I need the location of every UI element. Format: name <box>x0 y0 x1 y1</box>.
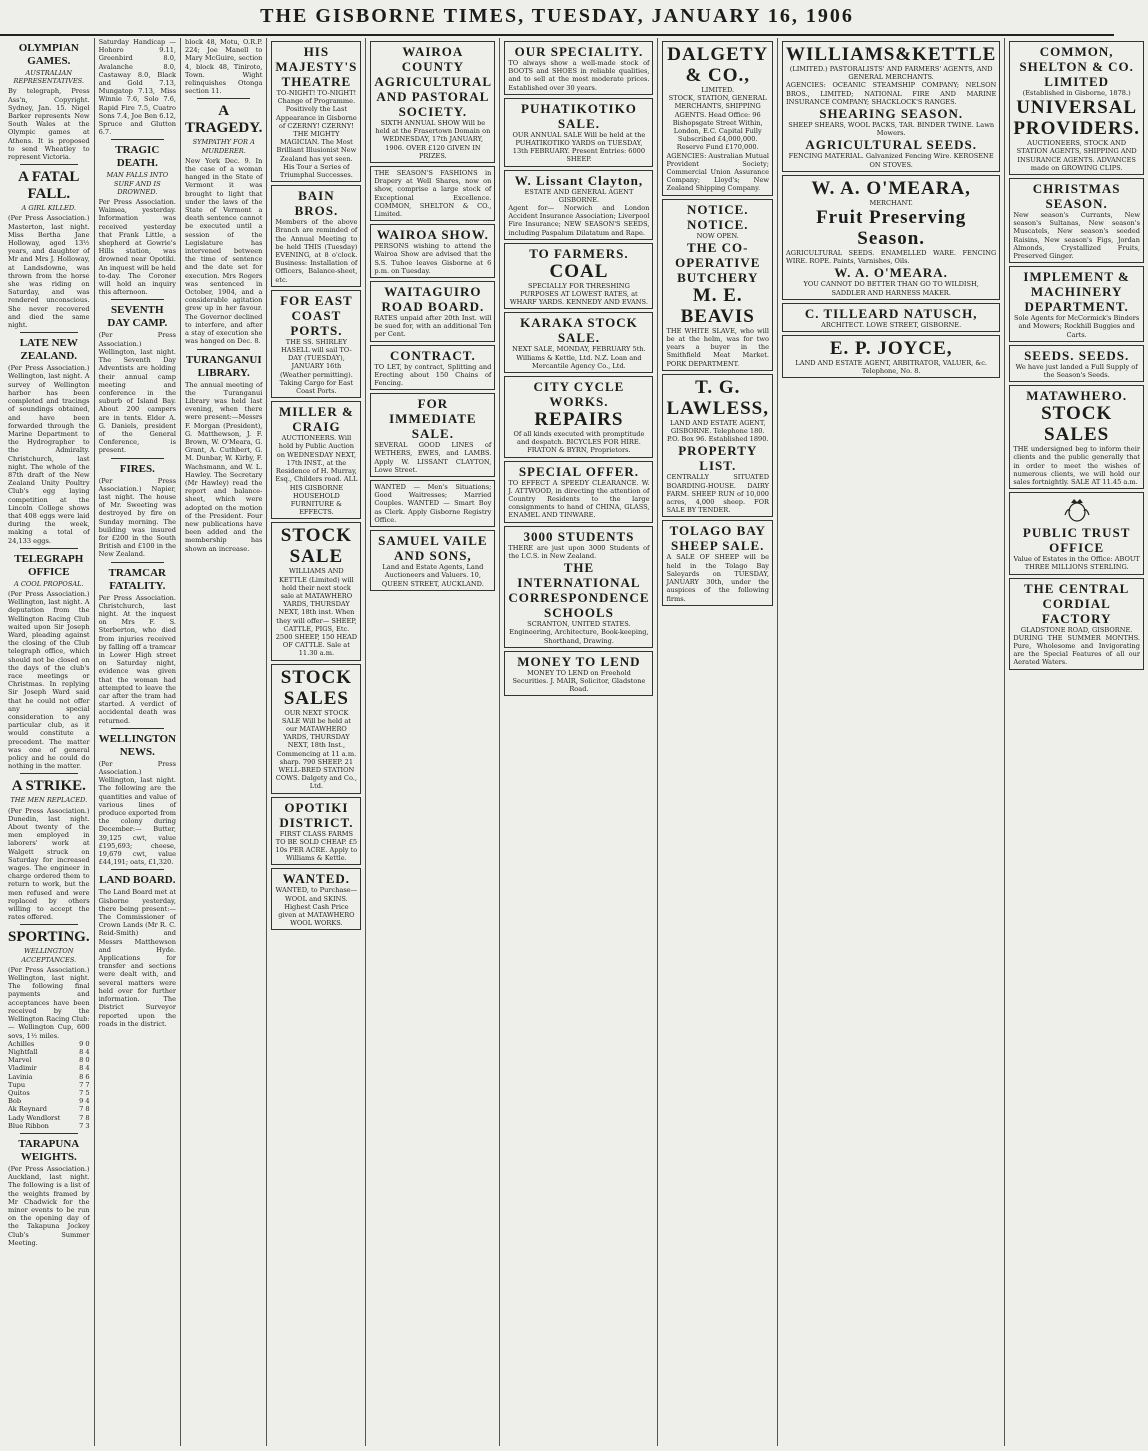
ad-title: THE CENTRAL CORDIAL FACTORY <box>1024 580 1130 626</box>
headline-fatal-fall: A FATAL FALL. <box>18 169 80 203</box>
ad-body: MONEY TO LEND on Freehold Securities. J. MAIR, Solicitor, Gladstone Road. <box>512 668 646 694</box>
ad-natusch <box>782 303 1000 332</box>
ad-body: Agent for— Norwich and London Accident Insurance Association; Liverpool Fire Insurance; NEW SEASON'S SEEDS, including Paspalum Dilatatum and Rape. <box>508 204 650 237</box>
subhead: A GIRL KILLED. <box>21 204 76 213</box>
ad-body: TO LET, by contract, Splitting and Erecting about 150 Chains of Fencing. <box>374 362 492 388</box>
ad-title: PROPERTY LIST. <box>678 443 758 474</box>
ad-title: MILLER & CRAIG <box>278 404 354 435</box>
headline-a-tragedy: A TRAGEDY. <box>185 103 263 137</box>
ad-title: SAMUEL VAILE AND SONS, <box>378 533 488 564</box>
subhead: A COOL PROPOSAL. <box>13 579 84 588</box>
column-2 <box>95 38 181 1446</box>
ad-body: OUR ANNUAL SALE Will be held at the PUHATIKOTIKO YARDS on TUESDAY, 13th FEBRUARY. Present Entries: 6000 SHEEP. <box>512 130 646 164</box>
ad-highlight: REPAIRS <box>534 409 624 431</box>
ad-body: Land and Estate Agents, Land Auctioneers and Valuers. 10, QUEEN STREET, AUCKLAND. <box>381 563 484 588</box>
ad-notice <box>662 199 773 371</box>
headline-tramcar-fatality: TRAMCAR FATALITY. <box>108 566 167 592</box>
article-body: The annual meeting of the Turanganui Library was held last evening, when there were present:—Messrs F. Morgan (President), G. Matthewson, J. F. Brown, W. O'Meara, G. Grant, A. Cuthbert, G. M. Dunbar, W. Kirby, F. Wachsmann, and W. L. Hawley. The Secretary (Mr Hawley) read the report and balance-sheet, which were adopted on the motion of the President. Four new publications have been added and the membership has shown an increase. <box>185 380 263 553</box>
ad-our-speciality <box>504 41 653 95</box>
result-row: Achilles 9 0 <box>8 1039 90 1048</box>
ad-title: WANTED. <box>282 871 351 887</box>
ad-body: THE WHITE SLAVE, who will be at the helm, was for two years a buyer in the Smithfield Meat Market. PORK DEPARTMENT. <box>666 326 769 368</box>
result-row: Vladimir 8 4 <box>8 1064 90 1073</box>
ad-contract <box>370 345 495 391</box>
ad-body: FIRST CLASS FARMS TO BE SOLD CHEAP. £5 10s PER ACRE. Apply to Williams & Kettle. <box>275 829 358 863</box>
ad-immediate-sale <box>370 393 495 477</box>
ad-body: THERE are just upon 3000 Students of the I.C.S. in New Zealand. <box>508 543 650 560</box>
article-body: Per Press Association. Christchurch, last night. At the inquest on Mrs F. S. Sterberton, who died from injuries received by falling off a tramcar in Lower High street on Saturday night, evidence was given that the woman had attempted to leave the car after the tram had started. A verdict of accidental death was returned. <box>98 593 177 725</box>
ad-lawless <box>662 374 773 518</box>
ad-tolago-bay <box>662 520 773 605</box>
result-row: Bob 9 4 <box>8 1097 90 1106</box>
ad-body: TO EFFECT A SPEEDY CLEARANCE. W. J. ATTWOOD, in directing the attention of Country Residents to the large consignments to hand of CHINA, GLASS, ENAMEL AND TINWARE. <box>508 478 650 520</box>
ad-title: HIS MAJESTY'S THEATRE <box>275 44 358 89</box>
ad-title: CONTRACT. <box>390 347 476 363</box>
article-body: (Per Press Association.) Wellington, last night. The following final payments and acceptances have been received by the Wellington Racing Club:— Wellington Cup, 600 sovs, 1½ miles. <box>8 965 90 1040</box>
ad-title: COMMON, SHELTON & CO. LIMITED <box>1019 44 1134 89</box>
column-8 <box>778 38 1005 1446</box>
ad-opotiki-district <box>271 797 361 866</box>
ad-title: OPOTIKI DISTRICT. <box>279 799 354 830</box>
ad-body: AUCTIONEERS, STOCK AND STATION AGENTS, SHIPPING AND INSURANCE AGENTS. ADVANCES made on GROWING CLIPS. <box>1016 139 1137 172</box>
headline-land-board: LAND BOARD. <box>99 874 176 887</box>
ad-common-shelton <box>1009 41 1144 175</box>
ad-highlight: Fruit Preserving Season. <box>816 207 967 250</box>
headline-fires: FIRES. <box>119 462 155 475</box>
ad-body: Value of Estates in the Office: ABOUT THREE MILLIONS STERLING. <box>1013 555 1140 572</box>
ad-title: CHRISTMAS SEASON. <box>1032 181 1121 212</box>
ad-title: THE INTERNATIONAL CORRESPONDENCE SCHOOLS <box>508 560 650 621</box>
ad-body: AUCTIONEERS. Will hold by Public Auction on WEDNESDAY NEXT, 17th INST., at the Residence of H. Murray, Esq., Childers road. ALL HIS GISBORNE HOUSEHOLD FURNITURE & EFFECTS. <box>275 434 358 517</box>
ad-christmas-season <box>1009 178 1144 263</box>
ad-title: WAIROA SHOW. <box>376 227 489 243</box>
article-body: (Per Press Association.) Wellington, last night. The following are the quantities and value of various lines of produce exported from the colony during December:— Butter, 39,125 cwt, value £195,693; cheese, 19,679 cwt, value £44,191; oats, £1,320. <box>98 759 177 867</box>
ad-body: SPECIALLY FOR THRESHING PURPOSES AT LOWEST RATES, at WHARF YARDS. KENNEDY AND EVANS. <box>509 281 648 307</box>
divider <box>111 458 164 459</box>
subhead: WELLINGTON ACCEPTANCES. <box>21 947 77 964</box>
ad-body: LAND AND ESTATE AGENT, GISBORNE. Telephone 180. P.O. Box 96. Established 1890. <box>666 418 769 444</box>
result-row: Lavinia 8 6 <box>8 1072 90 1081</box>
ad-body: WANTED — Men's Situations; Good Waitresses; Married Couples. WANTED — Smart Boy as Clerk. Apply Gisborne Registry Office. <box>374 483 492 524</box>
headline-takapuna-weights: TARAPUNA WEIGHTS. <box>18 1137 80 1163</box>
ad-title: SPECIAL OFFER. <box>518 463 640 479</box>
ad-subtitle: NOW OPEN. <box>696 231 739 240</box>
headline-turanganui-library: TURANGANUI LIBRARY. <box>185 353 262 379</box>
ad-title: FOR EAST COAST PORTS. <box>280 292 353 338</box>
ad-body: PERSONS wishing to attend the Wairoa Show are advised that the S.S. Tuhoe leaves Gisborne at 6 p.m. on Tuesday. <box>374 242 492 275</box>
ad-joyce <box>782 335 1000 378</box>
result-row: Tupu 7 7 <box>8 1080 90 1089</box>
ad-body: New season's Currants, New season's Sultanas, New season's Muscatels, New season's seeded Raisins, New season's Figs, Jordan Almonds, Crystallized Fruits, Preserved Ginger. <box>1013 211 1140 261</box>
ad-title: BAIN BROS. <box>294 188 339 219</box>
ad-stock-sale <box>271 522 361 660</box>
column-7 <box>658 38 778 1446</box>
subhead: THE MEN REPLACED. <box>10 796 88 805</box>
ad-body: SCRANTON, UNITED STATES. Engineering, Architecture, Book-keeping, Shorthand, Drawing. <box>509 620 649 645</box>
ad-special-offer <box>504 461 653 523</box>
ad-body: FENCING MATERIAL. Galvanized Fencing Wire. KEROSENE ON STOVES. <box>788 152 994 169</box>
ad-road-board <box>370 281 495 342</box>
divider <box>20 548 78 549</box>
ad-body: SHEEP SHEARS, WOOL PACKS, TAR. BINDER TWINE. Lawn Mowers. <box>788 121 995 138</box>
column-6 <box>500 38 658 1446</box>
ad-title: FOR IMMEDIATE SALE. <box>389 396 477 442</box>
newspaper-columns <box>4 38 1140 1446</box>
ad-title: TOLAGO BAY SHEEP SALE. <box>669 523 766 554</box>
article-body: (Per Press Association.) Dunedin, last night. About twenty of the men employed in laborers' work at Walgett struck on Saturday for increased wages. The engineer in charge ordered them to return to work, but the men refused and were replaced by others willing to accept the rates offered. <box>8 806 90 922</box>
ad-to-farmers <box>504 243 653 310</box>
ad-subtitle: TO-NIGHT! TO-NIGHT! <box>276 89 357 97</box>
ad-body: CENTRALLY SITUATED BOARDING-HOUSE. DAIRY FARM. SHEEP RUN of 10,000 acres, 4,000 sheep. FOR SALE BY TENDER. <box>666 473 769 515</box>
article-body: (Per Press Association.) Wellington, last night. The Seventh Day Adventists are holding their annual camp meeting and conference in the suburb of Island Bay. About 200 campers are in tents. Elder A. G. Daniels, president of the General Conference, is present. <box>98 331 177 455</box>
ad-body: YOU CANNOT DO BETTER THAN GO TO WILDISH, SADDLER AND HARNESS MAKER. <box>803 280 979 297</box>
ad-title: WAITAGUIRO ROAD BOARD. <box>381 284 485 315</box>
ad-subtitle: MERCHANT. <box>869 198 913 207</box>
article-body: The Land Board met at Gisborne yesterday, there being present:—The Commissioner of Crown Lands (Mr R. C. Reid-Smith) and Messrs Matthewson and Hyde. Applications for transfer and sections were dealt with, and several matters were held over for further information. The District Surveyor reported upon the roads in the district. <box>98 888 177 1028</box>
column-3 <box>181 38 267 1446</box>
divider <box>197 98 250 99</box>
ad-dalgety <box>662 41 773 196</box>
divider <box>20 773 78 774</box>
ad-title: NOTICE. NOTICE. <box>686 201 749 232</box>
ad-body: THE undersigned beg to inform their clients and the public generally that in order to meet the wishes of numerous clients, we will hold our sales fortnightly. SALE AT 11.45 a.m. <box>1013 445 1140 487</box>
royal-crest-icon <box>1013 497 1140 523</box>
ad-agencies: AGENCIES: Australian Mutual Provident Society; Commercial Union Assurance Company; Lloyd's; New Zealand Shipping Company. <box>666 151 769 193</box>
ad-title: C. TILLEARD NATUSCH, <box>804 305 978 321</box>
ad-highlight: M. E. BEAVIS <box>680 284 755 327</box>
column-9 <box>1005 38 1148 1446</box>
subhead: MAN FALLS INTO SURF AND IS DROWNED. <box>106 171 169 196</box>
ad-money-to-lend <box>504 651 653 697</box>
divider <box>111 728 164 729</box>
ad-title: STOCK SALES <box>280 666 352 709</box>
result-row: Ak Reynard 7 8 <box>8 1105 90 1114</box>
ad-title: WAIROA COUNTY AGRICULTURAL AND PASTORAL SOCIETY. <box>374 44 493 119</box>
divider <box>197 349 250 350</box>
ad-title: W. Lissant Clayton, <box>514 172 644 188</box>
headline-sporting: SPORTING. <box>8 929 90 946</box>
race-results-list <box>8 1040 90 1130</box>
ad-samuel-vaile <box>370 530 495 591</box>
ad-body: TO always show a well-made stock of BOOTS and SHOES in reliable qualities, and to sell at the most moderate prices. Established over 30 years. <box>508 59 650 92</box>
crest-icon <box>1062 497 1092 523</box>
divider <box>111 299 164 300</box>
ad-title: W. A. O'MEARA. <box>834 265 948 281</box>
ad-wairoa-society <box>370 41 495 163</box>
divider <box>20 924 78 925</box>
ad-omeara <box>782 175 1000 300</box>
ad-title: WILLIAMS&KETTLE <box>786 44 997 65</box>
divider <box>20 164 78 165</box>
column-5 <box>366 38 500 1446</box>
divider <box>111 562 164 563</box>
ad-miller-craig <box>271 401 361 519</box>
result-row: Quitos 7 5 <box>8 1088 90 1097</box>
ad-title: TO FARMERS. <box>529 245 629 261</box>
ad-3000-students <box>504 526 653 648</box>
ad-body: Change of Programme. Positively the Last Appearance in Gisborne of CZERNY! CZERNY! THE MIGHTY MAGICIAN. The Most Brilliant Illusionist New Zealand has yet seen. His Tour a Series of Triumphal Successes. <box>276 97 357 180</box>
divider <box>111 869 164 870</box>
ad-seeds <box>1009 345 1144 382</box>
ad-theatre <box>271 41 361 182</box>
ad-body: LAND AND ESTATE AGENT, ARBITRATOR, VALUER, &c. Telephone, No. 8. <box>795 359 988 376</box>
ad-body: THE SEASON'S FASHIONS in Drapery at Well Shares, now on show, comprise a large stock of Exceptional Excellence. COMMON, SHELTON & CO., Limited. <box>374 169 492 219</box>
ad-subtitle: (Established in Gisborne, 1878.) <box>1022 89 1131 97</box>
ad-body: RATES unpaid after 20th Inst. will be sued for, with an additional Ten per Cent. <box>374 314 492 339</box>
ad-title: W. A. O'MEARA, <box>811 177 971 199</box>
article-body: block 48, Motu, O.R.P. 224; Joe Manell to Mary McGuire, section 4, block 48, Tiniroto, Town. Wight relinquishes Otonga section 11. <box>185 38 263 96</box>
article-body: (Per Press Association.) Wellington, last night. A deputation from the Wellington Racing Club waited upon Sir Joseph Ward, pleading against the closing of the Club telegraph office, which should not be closed on the days of the club's race meetings or Christmas. In replying Sir Joseph Ward said that he could not offer any special consideration to any particular club, as it would constitute a precedent. The matter was one of general policy and he could do nothing in the matter. <box>8 589 90 771</box>
ad-highlight: STOCK SALES <box>1041 403 1113 446</box>
ad-subtitle: (LIMITED.) PASTORALISTS' AND FARMERS' AGENTS, AND GENERAL MERCHANTS. <box>789 65 993 82</box>
ad-title: MATAWHERO. <box>1026 388 1128 404</box>
ad-east-coast-ports <box>271 290 361 398</box>
ad-body: AGENCIES: OCEANIC STEAMSHIP COMPANY; NELSON BROS., LIMITED; NATIONAL FIRE AND MARINE INSURANCE COMPANY; SHACKLOCK'S RANGES. <box>786 81 997 106</box>
ad-title: DALGETY & CO., <box>667 44 769 86</box>
ad-season-fashions <box>370 166 495 221</box>
subhead: SYMPATHY FOR A MURDERER. <box>192 138 255 155</box>
ad-title: T. G. LAWLESS, <box>666 376 770 419</box>
headline-strike: A STRIKE. <box>11 778 86 795</box>
result-row: Lady Wendlorst 7 8 <box>8 1113 90 1122</box>
ad-title: OUR SPECIALITY. <box>514 44 644 59</box>
headline-tragic-death: TRAGIC DEATH. <box>115 144 160 170</box>
ad-implement-machinery <box>1009 266 1144 342</box>
ad-body: AGRICULTURAL SEEDS. ENAMELLED WARE. FENCING WIRE. ROPE. Paints, Varnishes, Oils. <box>786 249 997 266</box>
ad-city-cycle-works <box>504 376 653 458</box>
ad-body: OUR NEXT STOCK SALE Will be held at our MATAWHERO YARDS, THURSDAY NEXT, 18th Inst., Commencing at 11 a.m. sharp. 790 SHEEP. 21 WELL-BRED STATION COWS. Dalgety and Co., Ltd. <box>275 708 357 791</box>
headline-olympian-games: OLYMPIAN GAMES. <box>18 42 79 67</box>
ad-title: SHEARING SEASON. <box>819 106 964 122</box>
ad-subtitle: ESTATE AND GENERAL AGENT GISBORNE. <box>524 187 634 204</box>
article-body: Saturday Handicap — Hohoro 9.11, Greenbird 8.0, Avalanche 8.0, Castaway 8.0, Black and Gold 7.13, Mungatop 7.13, Miss Winnie 7.6, Solo 7.6, Rapid Fire 7.5, Cuatro Sons 7.4, Joe Ben 6.12, Spruce and Glutton 6.7. <box>98 38 177 137</box>
ad-body: Sole Agents for McCormick's Binders and Mowers; Rockhill Buggies and Carts. <box>1013 314 1140 339</box>
ad-wanted <box>271 868 361 930</box>
ad-highlight: UNIVERSAL PROVIDERS. <box>1013 97 1140 140</box>
ad-title: AGRICULTURAL SEEDS. <box>805 137 977 153</box>
ad-puhatikotiko-sale <box>504 98 653 167</box>
headline-telegraph-office: TELEGRAPH OFFICE <box>14 552 84 578</box>
ad-title: 3000 STUDENTS <box>523 528 635 544</box>
ad-williams-kettle <box>782 41 1000 172</box>
ad-wairoa-show <box>370 224 495 278</box>
ad-title: SEEDS. SEEDS. <box>1024 347 1130 363</box>
article-body: (Per Press Association.) Napier, last night. The house of Mr. Sweeting was destroyed by fire on Sunday morning. The building was insured for £200 in the South British and £100 in the New Zealand. <box>98 476 177 559</box>
ad-title: PUBLIC TRUST OFFICE <box>1022 525 1131 556</box>
subhead: AUSTRALIAN REPRESENTATIVES. <box>13 69 85 86</box>
ad-body: DURING THE SUMMER MONTHS. Pure, Wholesome and Invigorating are the Special Features of all our Aerated Waters. <box>1013 633 1140 667</box>
divider <box>20 332 78 333</box>
newspaper-title: THE GISBORNE TIMES, TUESDAY, JANUARY 16, 1906 <box>260 5 854 27</box>
article-body: (Per Press Association.) Wellington, last night. A survey of Wellington harbor has been completed and tracings of soundings obtained, and have been forwarded through the Marine Department to the Hydrographer to the Admiralty. Christchurch, last night. The whole of the 87th draft of the New Zealand Unity Poultry Club's egg laying competition at the Lincoln College shows that 408 eggs were laid during the week, making a total of 24,133 eggs. <box>8 364 90 545</box>
ad-subtitle: GLADSTONE ROAD, GISBORNE. <box>1020 625 1133 634</box>
article-body: (Per Press Association.) Masterton, last night. Miss Bertha Jane Holloway, aged 13½ years, and daughter of Mr and Mrs J. Holloway, at Landsdowne, was thrown from the horse she was riding on Saturday, and was rendered unconscious. She never recovered and died the same night. <box>8 214 90 330</box>
ad-body: Of all kinds executed with promptitude and despatch. BICYCLES FOR HIRE. FRATON & BYRN, Proprietors. <box>513 430 645 455</box>
ad-cordial-factory <box>1009 578 1144 670</box>
ad-title: KARAKA STOCK SALE. <box>520 315 638 346</box>
masthead <box>0 0 1114 36</box>
ad-body: THE SS. SHIRLEY HASELL will sail TO-DAY (TUESDAY), JANUARY 16th (Weather permitting). Taking Cargo for East Coast Ports. <box>279 337 354 396</box>
result-row: Nightfall 8 4 <box>8 1047 90 1056</box>
result-row: Blue Ribbon 7 3 <box>8 1121 90 1130</box>
ad-title: CITY CYCLE WORKS. <box>533 379 625 410</box>
headline-seventh-day-camp: SEVENTH DAY CAMP. <box>107 304 168 330</box>
ad-title: MONEY TO LEND <box>517 653 641 669</box>
ad-title: IMPLEMENT & MACHINERY DEPARTMENT. <box>1023 269 1130 315</box>
column-1 <box>4 38 95 1446</box>
article-body: New York Dec. 9. In the case of a woman hanged in the State of Vermont it was brought to light that under the laws of the State of Vermont a death sentence cannot be executed until a session of the Legislature has intervened between the time of sentence and the date set for execution. Mrs Rogers was sentenced in October, 1904, and a considerable agitation grew up in her favour. The Governor declined to interfere, and after a stay of execution she was hanged on Dec. 8. <box>185 156 263 346</box>
ad-body: SEVERAL GOOD LINES of WETHERS, EWES, and LAMBS. Apply W. LISSANT CLAYTON, Lowe Street. <box>374 441 492 474</box>
ad-body: We have just landed a Full Supply of the Season's Seeds. <box>1015 362 1138 380</box>
ad-lissant-clayton <box>504 170 653 240</box>
ad-body: WANTED, to Purchase—WOOL and SKINS. Highest Cash Price given at MATAWHERO WOOL WORKS. <box>275 886 358 928</box>
ad-body: WILLIAMS AND KETTLE (Limited) will hold their next stock sale at MATAWHERO YARDS, THURSDAY NEXT, 18th inst. When they will offer— SHEEP, CATTLE, PIGS, Etc. 2500 SHEEP, 150 HEAD OF CATTLE. Sale at 11.30 a.m. <box>275 567 358 658</box>
ad-karaka-stock-sale <box>504 312 653 373</box>
ad-title: THE CO-OPERATIVE BUTCHERY <box>675 239 761 285</box>
ad-bain-bros <box>271 185 361 287</box>
article-body: Per Press Association. Waimea, yesterday. Information was received yesterday that Frank Little, a shepherd at Gowrie's Hills station, was drowned near Opotiki. An inquest will be held to-day. The Coroner will hold an inquiry this afternoon. <box>98 198 177 297</box>
ad-body: STOCK, STATION, GENERAL MERCHANTS, SHIPPING AGENTS. Head Office: 96 Bishopsgate Street Within, London, E.C. Capital Fully Subscribed £4,000,000. Reserve Fund £170,000. <box>668 94 767 152</box>
headline-late-new-zealand: LATE NEW ZEALAND. <box>19 337 78 363</box>
article-body: (Per Press Association.) Auckland, last night. The following is a list of the weights framed by Mr Chadwick for the minor events to be run on the opening day of the Takapuna Jockey Club's Summer Meeting. <box>8 1164 90 1247</box>
ad-highlight: COAL <box>549 260 609 282</box>
divider <box>20 1133 78 1134</box>
ad-matawhero-stock-sales <box>1009 385 1144 489</box>
ad-title: PUHATIKOTIKO SALE. <box>521 100 637 131</box>
ad-title: E. P. JOYCE, <box>829 338 953 360</box>
column-4 <box>267 38 366 1446</box>
ad-stock-sales <box>271 664 361 794</box>
ad-subtitle: LIMITED. <box>701 86 735 94</box>
result-row: Marvel 8 0 <box>8 1056 90 1065</box>
article-body: By telegraph, Press Ass'n, Copyright. Sydney, Jan. 15. Nigel Barker represents New South Wales at the Olympic games at Athens. It is proposed to send Wheatley to represent Victoria. <box>8 87 90 162</box>
ad-body: SIXTH ANNUAL SHOW Will be held at the Frasertown Domain on WEDNESDAY, 17th JANUARY, 1906. OVER £120 GIVEN IN PRIZES. <box>375 119 491 160</box>
ad-body: Members of the above Branch are reminded of the Annual Meeting to be held THIS (Tuesday) EVENING, at 8 o'clock. Business: Installation of Officers, Balance-sheet, etc. <box>275 218 358 284</box>
ad-body: ARCHITECT. LOWE STREET, GISBORNE. <box>821 320 962 329</box>
headline-wellington-news: WELLINGTON NEWS. <box>98 732 177 758</box>
ad-public-trust-office <box>1009 492 1144 574</box>
ad-wanted-situations <box>370 480 495 527</box>
ad-title: STOCK SALE <box>280 525 352 568</box>
ad-body: NEXT SALE, MONDAY, FEBRUARY 5th. Williams & Kettle, Ltd. N.Z. Loan and Mercantile Agency Co., Ltd. <box>512 345 646 370</box>
ad-body: A SALE OF SHEEP will be held in the Tolago Bay Saleyards on TUESDAY, JANUARY 30th, under the auspices of the following firms. <box>666 553 769 603</box>
divider <box>111 139 164 140</box>
